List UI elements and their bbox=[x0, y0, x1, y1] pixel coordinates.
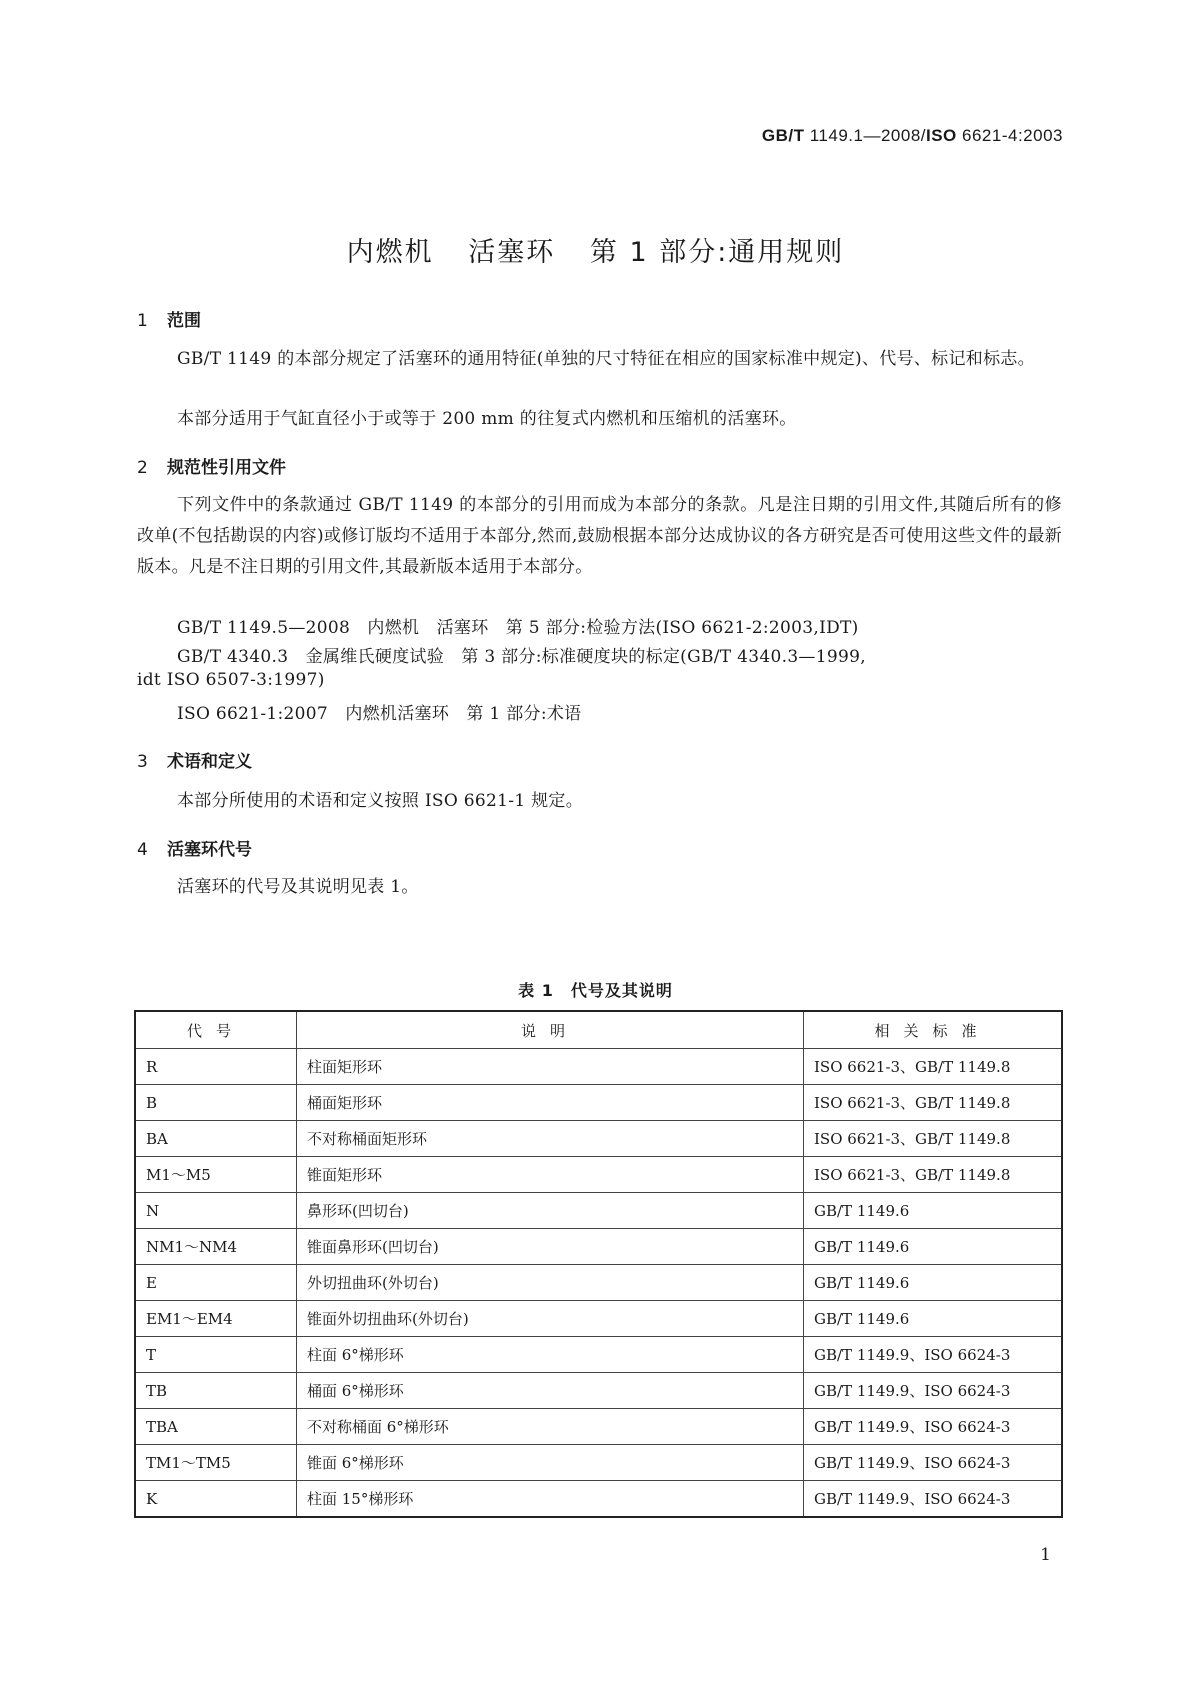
std-id-number: 1149.1—2008/ bbox=[804, 126, 926, 145]
cell-standard: GB/T 1149.6 bbox=[804, 1301, 1063, 1337]
cell-code: B bbox=[135, 1085, 297, 1121]
table-row bbox=[135, 1193, 1062, 1229]
header-description: 说明 bbox=[297, 1011, 804, 1049]
cell-description: 鼻形环(凹切台) bbox=[297, 1193, 804, 1229]
cell-standard: GB/T 1149.9、ISO 6624-3 bbox=[804, 1409, 1063, 1445]
header-code: 代号 bbox=[135, 1011, 297, 1049]
table-row bbox=[135, 1301, 1062, 1337]
table-row bbox=[135, 1121, 1062, 1157]
normative-reference-2-continued: idt ISO 6507-3:1997) bbox=[137, 670, 325, 690]
cell-code: EM1～EM4 bbox=[135, 1301, 297, 1337]
section-1-heading bbox=[137, 306, 201, 331]
table-header-row bbox=[135, 1011, 1062, 1049]
std-id-iso-number: 6621-4:2003 bbox=[956, 126, 1063, 145]
cell-description: 锥面外切扭曲环(外切台) bbox=[297, 1301, 804, 1337]
section-4-heading bbox=[137, 835, 252, 860]
normative-reference-1: GB/T 1149.5—2008 内燃机 活塞环 第 5 部分:检验方法(ISO 6621-2:2003,IDT) bbox=[177, 618, 859, 638]
section-title: 术语和定义 bbox=[167, 752, 252, 772]
cell-standard: ISO 6621-3、GB/T 1149.8 bbox=[804, 1085, 1063, 1121]
std-id-iso: ISO bbox=[926, 126, 957, 145]
cell-standard: GB/T 1149.9、ISO 6624-3 bbox=[804, 1445, 1063, 1481]
cell-code: R bbox=[135, 1049, 297, 1085]
normative-reference-3: ISO 6621-1:2007 内燃机活塞环 第 1 部分:术语 bbox=[177, 704, 582, 724]
table-row bbox=[135, 1337, 1062, 1373]
section-3-heading bbox=[137, 747, 252, 772]
section-number: 2 bbox=[137, 458, 148, 478]
cell-code: TM1～TM5 bbox=[135, 1445, 297, 1481]
page-number: 1 bbox=[1040, 1545, 1051, 1565]
cell-description: 柱面矩形环 bbox=[297, 1049, 804, 1085]
table-row bbox=[135, 1481, 1062, 1518]
std-id-gbt: GB/T bbox=[761, 126, 805, 145]
section-number: 3 bbox=[137, 752, 148, 772]
section-title: 范围 bbox=[167, 311, 201, 331]
cell-code: K bbox=[135, 1481, 297, 1518]
cell-description: 柱面 6°梯形环 bbox=[297, 1337, 804, 1373]
section-title: 规范性引用文件 bbox=[167, 458, 286, 478]
cell-standard: GB/T 1149.6 bbox=[804, 1193, 1063, 1229]
cell-code: TBA bbox=[135, 1409, 297, 1445]
table-row bbox=[135, 1373, 1062, 1409]
section-number: 4 bbox=[137, 840, 148, 860]
table-row bbox=[135, 1409, 1062, 1445]
cell-description: 外切扭曲环(外切台) bbox=[297, 1265, 804, 1301]
section-2-heading bbox=[137, 453, 286, 478]
cell-standard: GB/T 1149.9、ISO 6624-3 bbox=[804, 1337, 1063, 1373]
section-2-paragraph-1: 下列文件中的条款通过 GB/T 1149 的本部分的引用而成为本部分的条款。凡是注日期的引用文件,其随后所有的修改单(不包括勘误的内容)或修订版均不适用于本部分,然而,鼓励根据本部分达成协议的各方研究是否可使用这些文件的最新版本。凡是不注日期的引用文件,其最新版本适用于本部分。 bbox=[137, 495, 1062, 577]
table-row bbox=[135, 1265, 1062, 1301]
cell-standard: GB/T 1149.9、ISO 6624-3 bbox=[804, 1373, 1063, 1409]
normative-reference-2: GB/T 4340.3 金属维氏硬度试验 第 3 部分:标准硬度块的标定(GB/T 4340.3—1999, bbox=[177, 647, 866, 667]
cell-description: 不对称桶面矩形环 bbox=[297, 1121, 804, 1157]
cell-code: E bbox=[135, 1265, 297, 1301]
cell-description: 桶面 6°梯形环 bbox=[297, 1373, 804, 1409]
cell-standard: GB/T 1149.9、ISO 6624-3 bbox=[804, 1481, 1063, 1518]
cell-code: BA bbox=[135, 1121, 297, 1157]
header-related-standard: 相关标准 bbox=[804, 1011, 1063, 1049]
title-part-3: 第 1 部分:通用规则 bbox=[589, 237, 845, 268]
cell-code: NM1～NM4 bbox=[135, 1229, 297, 1265]
code-table bbox=[134, 1010, 1063, 1518]
section-number: 1 bbox=[137, 311, 148, 331]
table-row bbox=[135, 1085, 1062, 1121]
cell-standard: ISO 6621-3、GB/T 1149.8 bbox=[804, 1049, 1063, 1085]
cell-code: T bbox=[135, 1337, 297, 1373]
title-part-2: 活塞环 bbox=[468, 237, 556, 268]
cell-code: N bbox=[135, 1193, 297, 1229]
table-row bbox=[135, 1229, 1062, 1265]
cell-standard: ISO 6621-3、GB/T 1149.8 bbox=[804, 1157, 1063, 1193]
document-title bbox=[0, 230, 1191, 269]
cell-description: 桶面矩形环 bbox=[297, 1085, 804, 1121]
section-1-paragraph-1: GB/T 1149 的本部分规定了活塞环的通用特征(单独的尺寸特征在相应的国家标准中规定)、代号、标记和标志。 bbox=[177, 349, 1035, 369]
table-row bbox=[135, 1157, 1062, 1193]
cell-description: 锥面 6°梯形环 bbox=[297, 1445, 804, 1481]
cell-description: 不对称桶面 6°梯形环 bbox=[297, 1409, 804, 1445]
section-4-paragraph-1: 活塞环的代号及其说明见表 1。 bbox=[177, 877, 419, 897]
table-title: 表 1 代号及其说明 bbox=[518, 981, 673, 1000]
cell-description: 锥面矩形环 bbox=[297, 1157, 804, 1193]
cell-description: 锥面鼻形环(凹切台) bbox=[297, 1229, 804, 1265]
section-3-paragraph-1: 本部分所使用的术语和定义按照 ISO 6621-1 规定。 bbox=[177, 791, 584, 811]
cell-code: M1～M5 bbox=[135, 1157, 297, 1193]
standard-identifier bbox=[762, 126, 1063, 146]
table-row bbox=[135, 1049, 1062, 1085]
cell-standard: ISO 6621-3、GB/T 1149.8 bbox=[804, 1121, 1063, 1157]
cell-code: TB bbox=[135, 1373, 297, 1409]
title-part-1: 内燃机 bbox=[346, 237, 434, 268]
table-row bbox=[135, 1445, 1062, 1481]
cell-description: 柱面 15°梯形环 bbox=[297, 1481, 804, 1518]
section-1-paragraph-2: 本部分适用于气缸直径小于或等于 200 mm 的往复式内燃机和压缩机的活塞环。 bbox=[177, 409, 797, 429]
cell-standard: GB/T 1149.6 bbox=[804, 1229, 1063, 1265]
section-title: 活塞环代号 bbox=[167, 840, 252, 860]
cell-standard: GB/T 1149.6 bbox=[804, 1265, 1063, 1301]
